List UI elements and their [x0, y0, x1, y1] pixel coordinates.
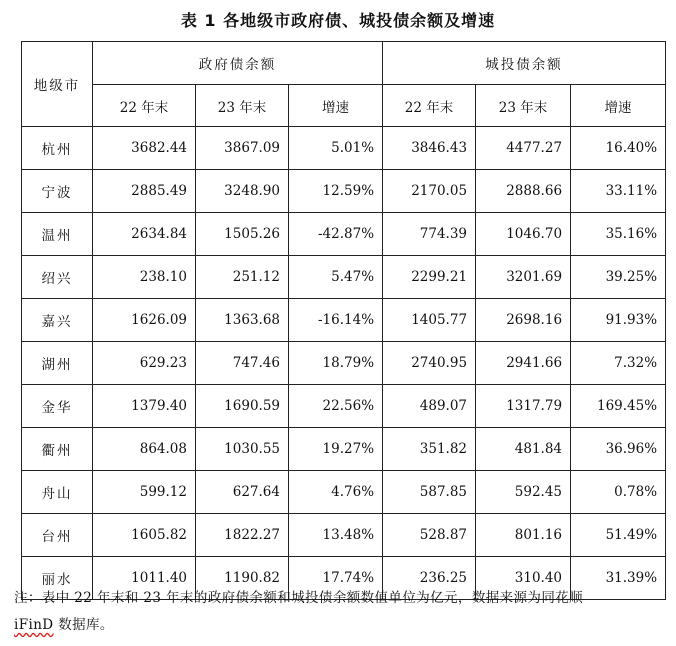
cell-lgfv-23: 2698.16	[476, 299, 571, 342]
cell-lgfv-growth: 33.11%	[571, 170, 666, 213]
header-gov-22: 22 年末	[93, 85, 196, 127]
header-lgfv-22: 22 年末	[383, 85, 476, 127]
cell-gov-23: 627.64	[196, 471, 289, 514]
cell-gov-22: 2634.84	[93, 213, 196, 256]
cell-lgfv-22: 236.25	[383, 557, 476, 600]
cell-lgfv-23: 3201.69	[476, 256, 571, 299]
cell-gov-growth: -42.87%	[289, 213, 383, 256]
header-gov-23: 23 年末	[196, 85, 289, 127]
table-note	[14, 585, 668, 639]
header-lgfv-growth: 增速	[571, 85, 666, 127]
cell-lgfv-growth: 36.96%	[571, 428, 666, 471]
cell-lgfv-22: 1405.77	[383, 299, 476, 342]
note-line-2-text: 数据库。	[53, 617, 114, 633]
table-row	[22, 514, 666, 557]
cell-lgfv-23: 2888.66	[476, 170, 571, 213]
cell-gov-growth: -16.14%	[289, 299, 383, 342]
cell-gov-23: 1363.68	[196, 299, 289, 342]
cell-city: 金华	[22, 385, 93, 428]
cell-gov-22: 1626.09	[93, 299, 196, 342]
cell-lgfv-22: 528.87	[383, 514, 476, 557]
cell-lgfv-22: 2170.05	[383, 170, 476, 213]
cell-lgfv-growth: 16.40%	[571, 127, 666, 170]
cell-lgfv-22: 2299.21	[383, 256, 476, 299]
table-row	[22, 299, 666, 342]
cell-lgfv-22: 3846.43	[383, 127, 476, 170]
table-row	[22, 127, 666, 170]
cell-gov-growth: 13.48%	[289, 514, 383, 557]
cell-city: 舟山	[22, 471, 93, 514]
cell-lgfv-22: 2740.95	[383, 342, 476, 385]
header-lgfv-23: 23 年末	[476, 85, 571, 127]
debt-table	[21, 41, 666, 600]
cell-lgfv-growth: 51.49%	[571, 514, 666, 557]
header-gov-growth: 增速	[289, 85, 383, 127]
cell-lgfv-growth: 169.45%	[571, 385, 666, 428]
note-line-2	[14, 612, 668, 639]
cell-lgfv-23: 592.45	[476, 471, 571, 514]
cell-lgfv-growth: 39.25%	[571, 256, 666, 299]
table-title: 表 1 各地级市政府债、城投债余额及增速	[180, 11, 496, 30]
cell-gov-growth: 17.74%	[289, 557, 383, 600]
cell-lgfv-growth: 0.78%	[571, 471, 666, 514]
cell-gov-growth: 4.76%	[289, 471, 383, 514]
cell-gov-22: 1011.40	[93, 557, 196, 600]
cell-gov-22: 1379.40	[93, 385, 196, 428]
cell-gov-23: 3867.09	[196, 127, 289, 170]
note-line-1: 注：表中 22 年末和 23 年末的政府债余额和城投债余额数值单位为亿元，数据来源为同花顺	[14, 590, 584, 606]
cell-gov-growth: 22.56%	[289, 385, 383, 428]
cell-gov-22: 238.10	[93, 256, 196, 299]
cell-lgfv-22: 587.85	[383, 471, 476, 514]
cell-gov-23: 1190.82	[196, 557, 289, 600]
note-brand: iFinD	[14, 617, 54, 633]
cell-gov-23: 3248.90	[196, 170, 289, 213]
cell-lgfv-23: 1317.79	[476, 385, 571, 428]
table-row	[22, 170, 666, 213]
cell-gov-growth: 5.01%	[289, 127, 383, 170]
cell-city: 宁波	[22, 170, 93, 213]
cell-lgfv-growth: 35.16%	[571, 213, 666, 256]
cell-gov-22: 599.12	[93, 471, 196, 514]
cell-gov-23: 747.46	[196, 342, 289, 385]
table-row	[22, 385, 666, 428]
cell-city: 温州	[22, 213, 93, 256]
cell-gov-growth: 18.79%	[289, 342, 383, 385]
cell-city: 丽水	[22, 557, 93, 600]
cell-lgfv-growth: 91.93%	[571, 299, 666, 342]
cell-gov-growth: 19.27%	[289, 428, 383, 471]
cell-gov-22: 629.23	[93, 342, 196, 385]
cell-gov-22: 2885.49	[93, 170, 196, 213]
cell-lgfv-growth: 31.39%	[571, 557, 666, 600]
cell-lgfv-23: 1046.70	[476, 213, 571, 256]
header-lgfv-debt: 城投债余额	[383, 42, 666, 85]
table-row	[22, 213, 666, 256]
table-row	[22, 342, 666, 385]
cell-gov-22: 1605.82	[93, 514, 196, 557]
cell-gov-growth: 5.47%	[289, 256, 383, 299]
table-row	[22, 471, 666, 514]
cell-gov-23: 1505.26	[196, 213, 289, 256]
cell-city: 衢州	[22, 428, 93, 471]
cell-gov-23: 251.12	[196, 256, 289, 299]
cell-lgfv-23: 481.84	[476, 428, 571, 471]
cell-lgfv-22: 489.07	[383, 385, 476, 428]
table-row	[22, 428, 666, 471]
cell-city: 杭州	[22, 127, 93, 170]
cell-lgfv-22: 351.82	[383, 428, 476, 471]
cell-lgfv-23: 2941.66	[476, 342, 571, 385]
cell-gov-23: 1690.59	[196, 385, 289, 428]
cell-city: 湖州	[22, 342, 93, 385]
cell-gov-23: 1822.27	[196, 514, 289, 557]
cell-city: 台州	[22, 514, 93, 557]
header-gov-debt: 政府债余额	[93, 42, 383, 85]
cell-gov-growth: 12.59%	[289, 170, 383, 213]
cell-city: 绍兴	[22, 256, 93, 299]
table-row	[22, 256, 666, 299]
cell-lgfv-23: 310.40	[476, 557, 571, 600]
cell-lgfv-growth: 7.32%	[571, 342, 666, 385]
cell-gov-23: 1030.55	[196, 428, 289, 471]
cell-lgfv-23: 4477.27	[476, 127, 571, 170]
cell-lgfv-23: 801.16	[476, 514, 571, 557]
cell-gov-22: 3682.44	[93, 127, 196, 170]
cell-lgfv-22: 774.39	[383, 213, 476, 256]
cell-city: 嘉兴	[22, 299, 93, 342]
header-city: 地级市	[22, 42, 93, 127]
cell-gov-22: 864.08	[93, 428, 196, 471]
